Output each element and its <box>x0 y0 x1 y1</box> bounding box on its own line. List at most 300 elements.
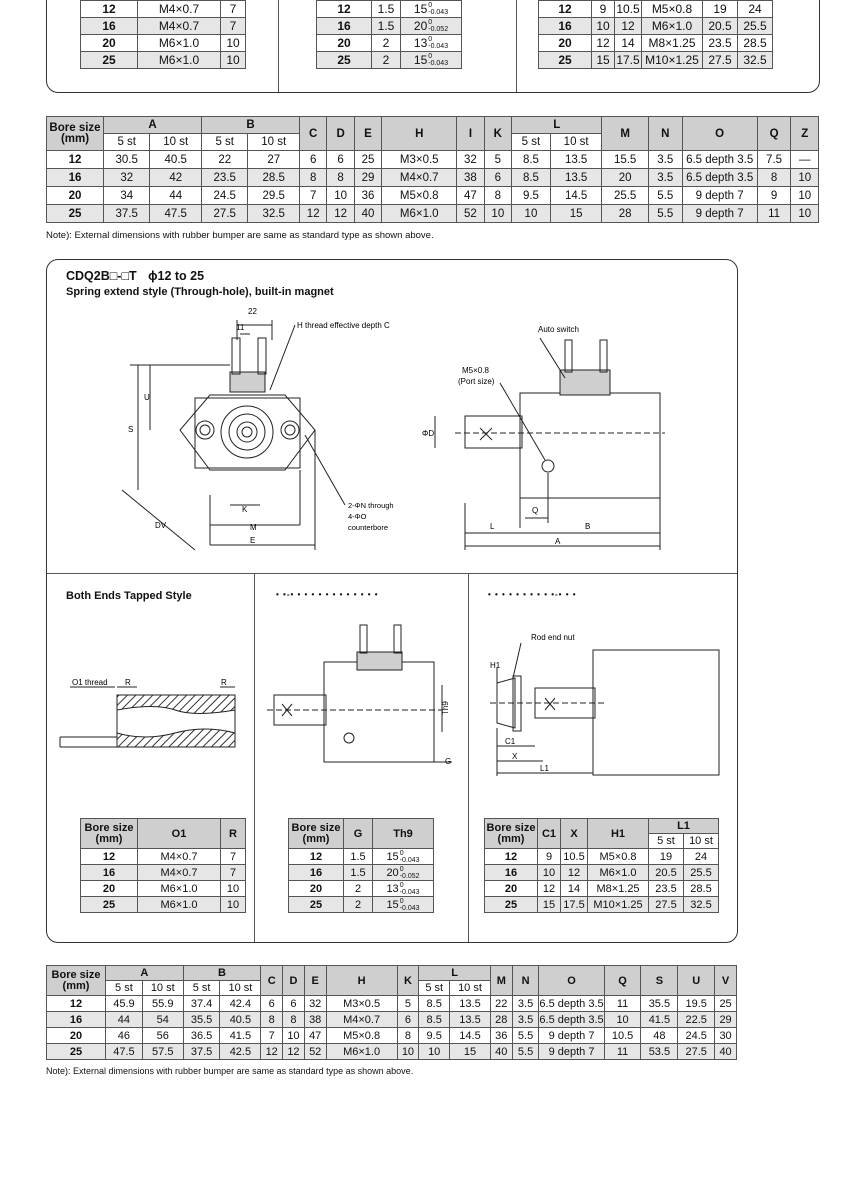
dim-L: L <box>490 522 495 531</box>
t2-header-S: S <box>641 966 678 996</box>
table-cell: 36 <box>490 1028 512 1044</box>
tolerance-main: 15 <box>413 52 428 67</box>
table-cell: 10 <box>484 205 511 223</box>
tolerance-lower: -0.043 <box>428 60 449 68</box>
table-cell: 10 <box>791 205 819 223</box>
bore-cell: 12 <box>81 1 138 18</box>
c1-cell: 12 <box>592 35 615 52</box>
table-cell: 30 <box>715 1028 737 1044</box>
table-cell: 8 <box>261 1012 283 1028</box>
table-cell: 16 <box>47 169 104 187</box>
table-cell: 9.5 <box>419 1028 450 1044</box>
dimension-table-1 <box>46 116 819 223</box>
table-cell: M6×1.0 <box>326 1044 397 1060</box>
table-row <box>485 849 719 865</box>
x-cell: 12 <box>615 18 642 35</box>
bore-cell: 20 <box>485 881 538 897</box>
table-cell: 32 <box>304 996 326 1012</box>
header-D: D <box>327 117 354 151</box>
t2-header-A-10st: 10 st <box>142 981 183 996</box>
table-cell: 12 <box>327 205 354 223</box>
table-cell: 47 <box>304 1028 326 1044</box>
table-cell: 5.5 <box>648 187 682 205</box>
table-cell: 38 <box>457 169 484 187</box>
t2-header-M: M <box>490 966 512 996</box>
table-cell: 14.5 <box>550 187 602 205</box>
sub3-x-header: X <box>561 819 588 849</box>
table-cell: 10 <box>512 205 551 223</box>
table-cell: 40.5 <box>220 1012 261 1028</box>
g-cell: 2 <box>344 897 373 913</box>
l1-5st-cell: 19 <box>703 1 738 18</box>
table-cell: 13.5 <box>550 169 602 187</box>
table-cell: 9 depth 7 <box>682 187 757 205</box>
table-cell: 8 <box>397 1028 419 1044</box>
table-cell: 12 <box>283 1044 305 1060</box>
table-cell: 29 <box>715 1012 737 1028</box>
header-L-10st: 10 st <box>550 134 602 151</box>
table-cell: 6 <box>397 1012 419 1028</box>
table-cell: 10 <box>791 187 819 205</box>
table-row <box>47 187 819 205</box>
sub1-title: Both Ends Tapped Style <box>66 590 192 602</box>
table-row <box>539 1 773 18</box>
table-cell: 5.5 <box>512 1044 539 1060</box>
tolerance-range <box>400 898 420 912</box>
table-cell: 10.5 <box>604 1028 641 1044</box>
h1-cell: M8×1.25 <box>642 35 703 52</box>
table-cell: 20 <box>602 169 648 187</box>
header-B: B <box>202 117 300 134</box>
table-cell: 57.5 <box>142 1044 183 1060</box>
bore-cell: 25 <box>317 52 372 69</box>
rod-end-nut-diagram <box>485 628 725 778</box>
l1-5st-cell: 27.5 <box>649 897 684 913</box>
section-vline-2 <box>468 573 469 942</box>
header-O: O <box>682 117 757 151</box>
table-cell: 3.5 <box>512 996 539 1012</box>
table-cell: 9.5 <box>512 187 551 205</box>
o1-cell: M6×1.0 <box>138 881 221 897</box>
table-cell: 44 <box>106 1012 143 1028</box>
table-row <box>289 865 434 881</box>
table-cell: 29.5 <box>248 187 300 205</box>
h1-cell: M6×1.0 <box>642 18 703 35</box>
table-row <box>289 897 434 913</box>
tolerance-main: 15 <box>413 1 428 16</box>
table-cell: — <box>791 151 819 169</box>
bore-size-header: Bore size <box>49 121 101 134</box>
l1-5st-cell: 23.5 <box>649 881 684 897</box>
table-cell: 3.5 <box>512 1012 539 1028</box>
table-cell: 10 <box>791 169 819 187</box>
h-thread-label: H thread effective depth C <box>297 321 390 330</box>
table-row <box>81 849 246 865</box>
dim-22: 22 <box>248 307 257 316</box>
header-E: E <box>354 117 381 151</box>
t2-header-B: B <box>183 966 261 981</box>
sub3-5st-header: 5 st <box>649 834 684 849</box>
o1-cell: M6×1.0 <box>138 897 221 913</box>
table-row <box>317 35 462 52</box>
c1-cell: 15 <box>538 897 561 913</box>
o1-thread-label: O1 thread <box>72 678 108 687</box>
l1-10st-cell: 32.5 <box>738 52 773 69</box>
header-H: H <box>382 117 457 151</box>
table-row <box>539 18 773 35</box>
table-cell: 34 <box>104 187 150 205</box>
table-cell: 6 <box>327 151 354 169</box>
sub3-bore-header: Bore size <box>486 821 536 834</box>
table-cell: M6×1.0 <box>382 205 457 223</box>
table-cell: 6 <box>283 996 305 1012</box>
table-cell: 47 <box>457 187 484 205</box>
table-cell: 22 <box>202 151 248 169</box>
tolerance-range <box>428 19 448 33</box>
table-cell: 25 <box>715 996 737 1012</box>
h1-cell: M5×0.8 <box>588 849 649 865</box>
g-cell: 1.5 <box>372 18 401 35</box>
table-cell: 32 <box>104 169 150 187</box>
table-cell: 37.5 <box>183 1044 220 1060</box>
t2-header-A-5st: 5 st <box>106 981 143 996</box>
x-cell: 10.5 <box>561 849 588 865</box>
bore-cell: 16 <box>81 865 138 881</box>
dim-B: B <box>585 522 591 531</box>
header-Z: Z <box>791 117 819 151</box>
table-row <box>317 52 462 69</box>
table-cell: 28.5 <box>248 169 300 187</box>
tolerance-lower: -0.043 <box>399 904 420 912</box>
t2-header-E: E <box>304 966 326 996</box>
table-cell: 40.5 <box>150 151 202 169</box>
sub2-th9-header: Th9 <box>373 819 434 849</box>
table-row <box>539 35 773 52</box>
top-table-1 <box>80 0 246 69</box>
table-cell: 19.5 <box>678 996 715 1012</box>
sub1-bore-header: Bore size <box>84 821 134 834</box>
g-cell: 2 <box>344 881 373 897</box>
bore-cell: 16 <box>485 865 538 881</box>
table-cell: 32.5 <box>248 205 300 223</box>
table-cell: 42.4 <box>220 996 261 1012</box>
table-cell: 24.5 <box>202 187 248 205</box>
th9-cell <box>373 849 434 865</box>
header-N: N <box>648 117 682 151</box>
table-cell: 16 <box>47 1012 106 1028</box>
table-cell: 44 <box>150 187 202 205</box>
th9-cell <box>401 18 462 35</box>
table-cell: 40 <box>715 1044 737 1060</box>
tolerance-main: 15 <box>386 898 399 911</box>
r-cell: 7 <box>221 1 246 18</box>
table-cell: 52 <box>304 1044 326 1060</box>
bore-cell: 25 <box>289 897 344 913</box>
tolerance-upper: 0 <box>399 897 404 905</box>
sub3-10st-header: 10 st <box>684 834 719 849</box>
model-code: CDQ2B□-□T <box>66 269 137 283</box>
table-cell: 46 <box>106 1028 143 1044</box>
header-Q: Q <box>757 117 791 151</box>
table-cell: 25 <box>354 151 381 169</box>
table-cell: 11 <box>757 205 791 223</box>
l1-10st-cell: 24 <box>684 849 719 865</box>
table-row <box>47 151 819 169</box>
table-cell: 47.5 <box>150 205 202 223</box>
table-cell: 28 <box>602 205 648 223</box>
bore-cell: 20 <box>289 881 344 897</box>
table-row <box>485 881 719 897</box>
note-1: Note): External dimensions with rubber bumper are same as standard type as shown above. <box>46 230 434 241</box>
dim-G: G <box>445 757 452 766</box>
dim-E: E <box>250 536 256 545</box>
table-cell: 14.5 <box>450 1028 491 1044</box>
table-cell: 36 <box>354 187 381 205</box>
dim-C1: C1 <box>505 737 516 746</box>
bore-cell: 12 <box>289 849 344 865</box>
table-cell: 10 <box>327 187 354 205</box>
t2-header-B-5st: 5 st <box>183 981 220 996</box>
table-cell: 11 <box>604 1044 641 1060</box>
bore-cell: 12 <box>81 849 138 865</box>
section-title <box>66 269 204 283</box>
table-cell: 6.5 depth 3.5 <box>682 169 757 187</box>
header-A-10st: 10 st <box>150 134 202 151</box>
bore-cell: 20 <box>81 881 138 897</box>
table-cell: 27.5 <box>678 1044 715 1060</box>
t2-header-Q: Q <box>604 966 641 996</box>
table-cell: 42 <box>150 169 202 187</box>
header-A-5st: 5 st <box>104 134 150 151</box>
table-cell: 25.5 <box>602 187 648 205</box>
table-cell: 13.5 <box>550 151 602 169</box>
sub3-h1-header: H1 <box>588 819 649 849</box>
table-cell: 9 depth 7 <box>539 1044 604 1060</box>
table-cell: 5.5 <box>648 205 682 223</box>
sub3-c1-header: C1 <box>538 819 561 849</box>
table-cell: 6.5 depth 3.5 <box>539 997 604 1010</box>
header-B-10st: 10 st <box>248 134 300 151</box>
table-cell: 9 depth 7 <box>539 1028 604 1044</box>
c1-cell: 10 <box>592 18 615 35</box>
dim-11: 11 <box>236 323 245 332</box>
header-A: A <box>104 117 202 134</box>
table-cell: 3.5 <box>648 169 682 187</box>
table-cell: 37.5 <box>104 205 150 223</box>
tolerance-lower: -0.052 <box>399 872 420 880</box>
table-row <box>81 865 246 881</box>
dim-H1: H1 <box>490 661 501 670</box>
tolerance-range <box>428 36 448 50</box>
x-cell: 14 <box>615 35 642 52</box>
side-view-diagram <box>420 318 670 553</box>
dim-M: M <box>250 523 257 532</box>
o1-cell: M4×0.7 <box>138 865 221 881</box>
table-cell: 8.5 <box>419 996 450 1012</box>
table-cell: 41.5 <box>641 1012 678 1028</box>
dim-R-right: R <box>221 678 227 687</box>
table-cell: 45.9 <box>106 996 143 1012</box>
tolerance-upper: 0 <box>399 849 404 857</box>
bore-unit-header: (mm) <box>60 132 90 145</box>
through-label: 2-ΦN through <box>348 501 394 510</box>
table-cell: 9 <box>757 187 791 205</box>
table-cell: 53.5 <box>641 1044 678 1060</box>
table-cell: 47.5 <box>106 1044 143 1060</box>
tolerance-range <box>428 53 448 67</box>
table-cell: M4×0.7 <box>326 1012 397 1028</box>
l1-10st-cell: 25.5 <box>738 18 773 35</box>
dim-S: S <box>128 425 134 434</box>
tolerance-upper: 0 <box>428 19 433 27</box>
section-vline-1 <box>254 573 255 942</box>
th9-cell <box>401 35 462 52</box>
th9-cell <box>401 1 462 18</box>
sub1-r-header: R <box>221 819 246 849</box>
c1-cell: 12 <box>538 881 561 897</box>
r-cell: 10 <box>221 35 246 52</box>
t2-header-H: H <box>326 966 397 996</box>
tolerance-lower: -0.043 <box>399 856 420 864</box>
table-cell: 7.5 <box>757 151 791 169</box>
table-cell: 8 <box>300 169 327 187</box>
h1-cell: M10×1.25 <box>642 52 703 69</box>
table-cell: 54 <box>142 1012 183 1028</box>
table-cell: M5×0.8 <box>382 187 457 205</box>
section-hline <box>46 573 737 574</box>
bore-cell: 16 <box>81 18 138 35</box>
table-cell: 29 <box>354 169 381 187</box>
table-row <box>485 865 719 881</box>
t2-header-O: O <box>539 966 604 996</box>
r-cell: 10 <box>221 52 246 69</box>
x-cell: 10.5 <box>616 2 640 16</box>
rod-end-nut-label: Rod end nut <box>531 633 575 642</box>
c1-cell: 9 <box>592 1 615 18</box>
port-size-label: (Port size) <box>458 377 495 386</box>
l1-10st-cell: 28.5 <box>684 881 719 897</box>
sub-table-1 <box>80 818 246 913</box>
table-cell: 13.5 <box>450 996 491 1012</box>
g-cell: 1.5 <box>344 849 373 865</box>
table-cell: 38 <box>304 1012 326 1028</box>
l1-5st-cell: 20.5 <box>703 18 738 35</box>
sub2-diagram <box>262 620 462 770</box>
t2-header-L-5st: 5 st <box>419 981 450 996</box>
table-cell: 20 <box>47 1028 106 1044</box>
table-cell: 5 <box>484 151 511 169</box>
table-cell: 5.5 <box>512 1028 539 1044</box>
g-cell: 1.5 <box>344 865 373 881</box>
table-row <box>81 1 246 18</box>
r-cell: 7 <box>221 865 246 881</box>
sub-table-2 <box>288 818 434 913</box>
tolerance-range <box>400 850 420 864</box>
table-cell: 8 <box>283 1012 305 1028</box>
bore-cell: 25 <box>81 897 138 913</box>
bore-cell: 12 <box>485 849 538 865</box>
table-cell: 6 <box>261 996 283 1012</box>
tolerance-upper: 0 <box>428 2 433 10</box>
table-cell: 22 <box>490 996 512 1012</box>
table-cell: 10 <box>283 1028 305 1044</box>
bore-cell: 12 <box>539 1 592 18</box>
table-cell: 35.5 <box>183 1012 220 1028</box>
th9-cell <box>373 881 434 897</box>
table-cell: 40 <box>354 205 381 223</box>
table-cell: 6 <box>484 169 511 187</box>
g-cell: 2 <box>372 35 401 52</box>
c1-cell: 10 <box>538 865 561 881</box>
header-I: I <box>457 117 484 151</box>
table-row <box>81 897 246 913</box>
o1-cell: M4×0.7 <box>138 18 221 35</box>
th9-cell <box>373 865 434 881</box>
tolerance-lower: -0.043 <box>428 9 449 17</box>
t2-header-V: V <box>715 966 737 996</box>
header-L: L <box>512 117 602 134</box>
sub1-mm-header: (mm) <box>95 832 123 845</box>
table-row <box>81 35 246 52</box>
l1-10st-cell: 24 <box>738 1 773 18</box>
table-cell: 6 <box>300 151 327 169</box>
t2-header-U: U <box>678 966 715 996</box>
auto-switch-label: Auto switch <box>538 325 579 334</box>
table-cell: 10 <box>604 1012 641 1028</box>
bore-cell: 25 <box>81 52 138 69</box>
tolerance-upper: 0 <box>428 36 433 44</box>
dim-phiD: ΦD <box>422 429 435 438</box>
tolerance-main: 20 <box>413 18 428 33</box>
table-row <box>81 52 246 69</box>
table-cell: 32 <box>457 151 484 169</box>
counterbore-o-label: 4-ΦO <box>348 512 367 521</box>
x-cell: 14 <box>561 881 588 897</box>
table-cell: 37.4 <box>183 996 220 1012</box>
table-cell: 52 <box>457 205 484 223</box>
table-row <box>47 205 819 223</box>
table-cell: 27 <box>248 151 300 169</box>
table-cell: 42.5 <box>220 1044 261 1060</box>
sub3-mm-header: (mm) <box>497 832 525 845</box>
table-cell: 22.5 <box>678 1012 715 1028</box>
l1-5st-cell: 23.5 <box>703 35 738 52</box>
table-cell: 55.9 <box>142 996 183 1012</box>
counterbore-label: counterbore <box>348 523 389 532</box>
x-cell: 17.5 <box>561 897 588 913</box>
tolerance-range <box>400 882 420 896</box>
table-cell: 24.5 <box>678 1028 715 1044</box>
table-cell: 12 <box>47 151 104 169</box>
table-cell: 23.5 <box>202 169 248 187</box>
table-cell: 36.5 <box>183 1028 220 1044</box>
bore-cell: 16 <box>289 865 344 881</box>
g-cell: 1.5 <box>372 1 401 18</box>
r-cell: 7 <box>221 849 246 865</box>
th9-cell <box>373 897 434 913</box>
header-K: K <box>484 117 511 151</box>
g-cell: 2 <box>372 52 401 69</box>
r-cell: 10 <box>221 881 246 897</box>
dim-R-left: R <box>125 678 131 687</box>
table-row <box>47 1044 737 1060</box>
table-cell: 13.5 <box>450 1012 491 1028</box>
table-cell: 15 <box>450 1044 491 1060</box>
tolerance-main: 13 <box>386 882 399 895</box>
table-cell: 12 <box>300 205 327 223</box>
x-cell: 12 <box>561 865 588 881</box>
table-row <box>289 881 434 897</box>
